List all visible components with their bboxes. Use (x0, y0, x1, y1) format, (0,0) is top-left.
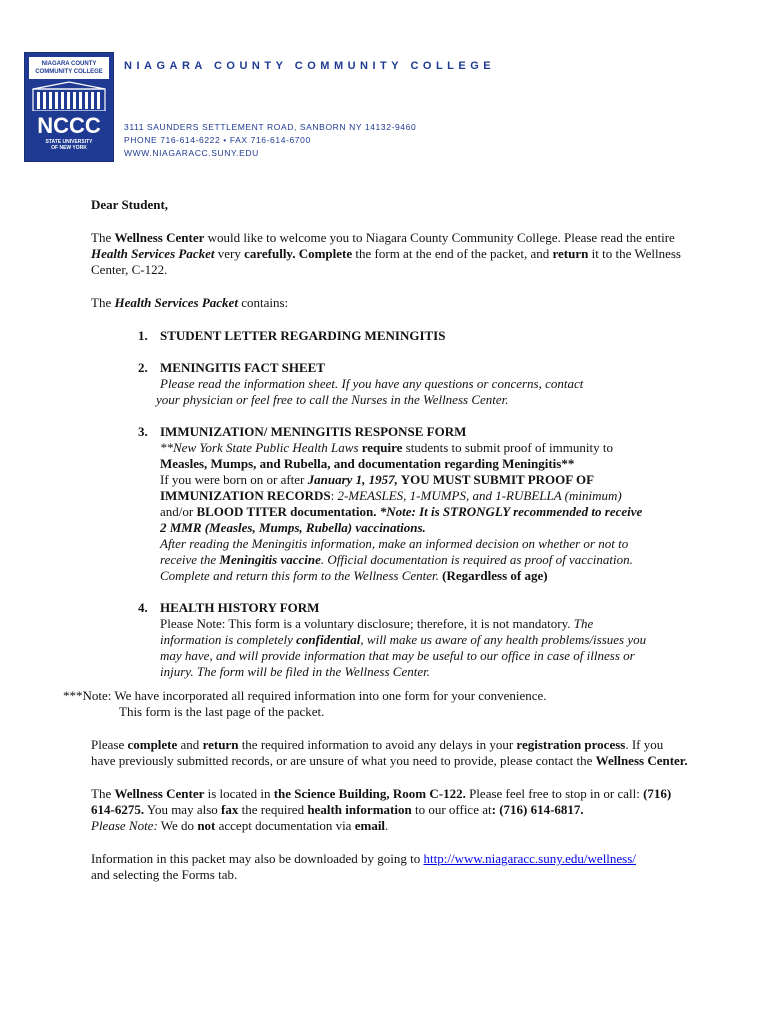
logo-top-label: NIAGARA COUNTY COMMUNITY COLLEGE (29, 57, 109, 79)
list-item: 1. STUDENT LETTER REGARDING MENINGITIS (138, 328, 691, 344)
logo-acronym: NCCC (37, 113, 101, 138)
list-item: 3. IMMUNIZATION/ MENINGITIS RESPONSE FORM **New York State Public Health Laws require students to submit proof of immunity to Measles, Mumps, and Rubella, and documentation regarding Meningitis** If you were born on or after January 1, 1957, YOU MUST SUBMIT PROOF OF IMMUNIZATION RECORDS: 2-MEASLES, 1-MUMPS, and 1-RUBELLA (minimum) and/or BLOOD TITER documentation. *Note: It is STRONGLY recommended to receive 2 MMR (Measles, Mumps, Rubella) vaccinations. After reading the Meningitis information, make an informed decision on whether or not to receive the Meningitis vaccine. Official documentation is required as proof of vaccination. Complete and return this form to the Wellness Center. (Regardless of age) (138, 424, 691, 584)
college-address: 3111 SAUNDERS SETTLEMENT ROAD, SANBORN NY 14132-9460 (124, 122, 417, 132)
note-paragraph: ***Note: We have incorporated all required information into one form for your convenience. This form is the last page of the packet. (63, 688, 547, 719)
college-website: WWW.NIAGARACC.SUNY.EDU (124, 148, 259, 158)
college-phone-fax: PHONE 716-614-6222 • FAX 716-614-6700 (124, 135, 311, 145)
building-icon (31, 81, 107, 111)
location-paragraph: The Wellness Center is located in the Science Building, Room C-122. Please feel free to stop in or call: (716) 614-6275. You may also fax the required health information to our office at: (716) 614-6817. Please Note: We do not accept documentation via email. (91, 786, 672, 833)
intro-paragraph: The Wellness Center would like to welcome you to Niagara County Community College. Please read the entire Health Services Packet very carefully. Complete the form at the end of the packet, and return it to the Wellness Center, C-122. (91, 230, 681, 277)
logo-suny-label: STATE UNIVERSITY OF NEW YORK (45, 139, 93, 151)
item-title: HEALTH HISTORY FORM (160, 600, 320, 615)
item-title: IMMUNIZATION/ MENINGITIS RESPONSE FORM (160, 424, 467, 439)
salutation: Dear Student, (91, 197, 169, 212)
list-item: 2. MENINGITIS FACT SHEET Please read the information sheet. If you have any questions or concerns, contact your physician or feel free to call the Nurses in the Wellness Center. (138, 360, 691, 408)
list-item: 4. HEALTH HISTORY FORM Please Note: This form is a voluntary disclosure; therefore, it is not mandatory. The information is completely confidential, will make us aware of any health problems/issues you may have, and will provide information that may be useful to our office in case of illness or injury. The form will be filed in the Wellness Center. (138, 600, 691, 680)
packet-contents-list (138, 328, 691, 680)
wellness-link[interactable]: http://www.niagaracc.suny.edu/wellness/ (423, 851, 636, 866)
packet-contents-heading: The Health Services Packet contains: (91, 295, 289, 310)
download-paragraph: Information in this packet may also be downloaded by going to http://www.niagaracc.suny.edu/wellness/ and selecting the Forms tab. (91, 851, 636, 882)
college-logo (24, 52, 114, 162)
item-title: MENINGITIS FACT SHEET (160, 360, 325, 375)
letter-body (63, 197, 691, 883)
letterhead (24, 52, 496, 162)
complete-paragraph: Please complete and return the required information to avoid any delays in your registration process. If you have previously submitted records, or are unsure of what you need to provide, please contact the Wellness Center. (91, 737, 688, 768)
college-name: NIAGARA COUNTY COMMUNITY COLLEGE (124, 60, 496, 72)
item-title: STUDENT LETTER REGARDING MENINGITIS (160, 328, 446, 343)
